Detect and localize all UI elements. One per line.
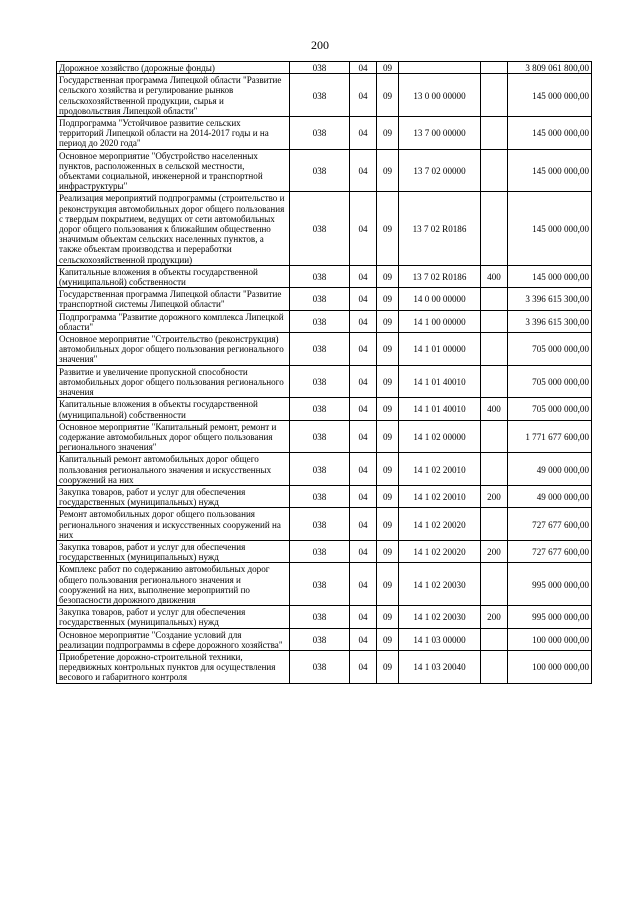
item-name-cell: Подпрограмма "Устойчивое развитие сельских территорий Липецкой области на 2014-2017 годы и на период до 2020 года" — [57, 117, 290, 150]
table-row — [57, 288, 592, 310]
expense-type-cell — [481, 453, 508, 486]
table-row — [57, 310, 592, 332]
table-row — [57, 62, 592, 74]
amount-cell: 100 000 000,00 — [508, 650, 592, 683]
budget-table-body — [57, 62, 592, 684]
table-row — [57, 508, 592, 541]
table-row — [57, 540, 592, 562]
table-row — [57, 365, 592, 398]
subsection-code-cell: 09 — [377, 628, 399, 650]
section-code-cell: 04 — [350, 540, 377, 562]
expense-type-cell — [481, 310, 508, 332]
target-article-cell: 14 0 00 00000 — [399, 288, 481, 310]
section-code-cell: 04 — [350, 288, 377, 310]
section-code-cell: 04 — [350, 628, 377, 650]
grbs-code-cell: 038 — [290, 606, 350, 628]
item-name-cell: Подпрограмма "Развитие дорожного комплекса Липецкой области" — [57, 310, 290, 332]
item-name-cell: Капитальные вложения в объекты государственной (муниципальной) собственности — [57, 265, 290, 287]
expense-type-cell — [481, 628, 508, 650]
table-row — [57, 563, 592, 606]
grbs-code-cell: 038 — [290, 333, 350, 366]
section-code-cell: 04 — [350, 485, 377, 507]
grbs-code-cell: 038 — [290, 540, 350, 562]
target-article-cell: 13 7 00 00000 — [399, 117, 481, 150]
table-row — [57, 485, 592, 507]
subsection-code-cell: 09 — [377, 333, 399, 366]
amount-cell: 49 000 000,00 — [508, 453, 592, 486]
target-article-cell: 14 1 02 20010 — [399, 485, 481, 507]
amount-cell: 995 000 000,00 — [508, 606, 592, 628]
expense-type-cell — [481, 117, 508, 150]
amount-cell: 145 000 000,00 — [508, 265, 592, 287]
subsection-code-cell: 09 — [377, 420, 399, 453]
expense-type-cell: 200 — [481, 485, 508, 507]
grbs-code-cell: 038 — [290, 453, 350, 486]
amount-cell: 705 000 000,00 — [508, 365, 592, 398]
grbs-code-cell: 038 — [290, 508, 350, 541]
target-article-cell: 13 0 00 00000 — [399, 74, 481, 117]
target-article-cell: 14 1 02 20010 — [399, 453, 481, 486]
table-row — [57, 628, 592, 650]
target-article-cell: 14 1 02 20020 — [399, 540, 481, 562]
expense-type-cell — [481, 62, 508, 74]
target-article-cell: 14 1 02 20030 — [399, 563, 481, 606]
expense-type-cell: 200 — [481, 540, 508, 562]
subsection-code-cell: 09 — [377, 62, 399, 74]
subsection-code-cell: 09 — [377, 540, 399, 562]
grbs-code-cell: 038 — [290, 563, 350, 606]
amount-cell: 145 000 000,00 — [508, 117, 592, 150]
amount-cell: 995 000 000,00 — [508, 563, 592, 606]
amount-cell: 3 396 615 300,00 — [508, 310, 592, 332]
expense-type-cell — [481, 74, 508, 117]
section-code-cell: 04 — [350, 265, 377, 287]
section-code-cell: 04 — [350, 310, 377, 332]
section-code-cell: 04 — [350, 650, 377, 683]
grbs-code-cell: 038 — [290, 74, 350, 117]
target-article-cell: 14 1 01 00000 — [399, 333, 481, 366]
subsection-code-cell: 09 — [377, 117, 399, 150]
table-row — [57, 333, 592, 366]
item-name-cell: Закупка товаров, работ и услуг для обеспечения государственных (муниципальных) нужд — [57, 485, 290, 507]
subsection-code-cell: 09 — [377, 650, 399, 683]
grbs-code-cell: 038 — [290, 628, 350, 650]
subsection-code-cell: 09 — [377, 563, 399, 606]
amount-cell: 3 396 615 300,00 — [508, 288, 592, 310]
table-row — [57, 192, 592, 265]
table-row — [57, 74, 592, 117]
item-name-cell: Государственная программа Липецкой области "Развитие сельского хозяйства и регулирование рынков сельскохозяйственной продукции, сырья и продовольствия Липецкой области" — [57, 74, 290, 117]
table-row — [57, 650, 592, 683]
target-article-cell: 14 1 01 40010 — [399, 365, 481, 398]
subsection-code-cell: 09 — [377, 149, 399, 192]
item-name-cell: Ремонт автомобильных дорог общего пользования регионального значения и искусственных сооружений на них — [57, 508, 290, 541]
target-article-cell: 14 1 02 20030 — [399, 606, 481, 628]
grbs-code-cell: 038 — [290, 420, 350, 453]
section-code-cell: 04 — [350, 149, 377, 192]
item-name-cell: Закупка товаров, работ и услуг для обеспечения государственных (муниципальных) нужд — [57, 606, 290, 628]
grbs-code-cell: 038 — [290, 192, 350, 265]
amount-cell: 3 809 061 800,00 — [508, 62, 592, 74]
amount-cell: 145 000 000,00 — [508, 149, 592, 192]
expense-type-cell — [481, 650, 508, 683]
section-code-cell: 04 — [350, 117, 377, 150]
table-row — [57, 117, 592, 150]
section-code-cell: 04 — [350, 398, 377, 420]
subsection-code-cell: 09 — [377, 398, 399, 420]
target-article-cell: 14 1 01 40010 — [399, 398, 481, 420]
expense-type-cell — [481, 508, 508, 541]
item-name-cell: Основное мероприятие "Обустройство населенных пунктов, расположенных в сельской местности, объектами социальной, инженерной и транспортной инфраструктуры" — [57, 149, 290, 192]
grbs-code-cell: 038 — [290, 149, 350, 192]
amount-cell: 49 000 000,00 — [508, 485, 592, 507]
subsection-code-cell: 09 — [377, 310, 399, 332]
subsection-code-cell: 09 — [377, 192, 399, 265]
amount-cell: 727 677 600,00 — [508, 508, 592, 541]
item-name-cell: Основное мероприятие "Строительство (реконструкция) автомобильных дорог общего пользования регионального значения" — [57, 333, 290, 366]
section-code-cell: 04 — [350, 74, 377, 117]
expense-type-cell: 400 — [481, 265, 508, 287]
expense-type-cell — [481, 563, 508, 606]
amount-cell: 145 000 000,00 — [508, 74, 592, 117]
target-article-cell: 14 1 03 20040 — [399, 650, 481, 683]
target-article-cell: 14 1 00 00000 — [399, 310, 481, 332]
amount-cell: 727 677 600,00 — [508, 540, 592, 562]
table-row — [57, 398, 592, 420]
target-article-cell: 14 1 02 00000 — [399, 420, 481, 453]
amount-cell: 145 000 000,00 — [508, 192, 592, 265]
target-article-cell: 13 7 02 R0186 — [399, 265, 481, 287]
target-article-cell: 14 1 03 00000 — [399, 628, 481, 650]
amount-cell: 100 000 000,00 — [508, 628, 592, 650]
item-name-cell: Основное мероприятие "Капитальный ремонт, ремонт и содержание автомобильных дорог общего пользования регионального значения" — [57, 420, 290, 453]
item-name-cell: Государственная программа Липецкой области "Развитие транспортной системы Липецкой области" — [57, 288, 290, 310]
table-row — [57, 149, 592, 192]
table-row — [57, 420, 592, 453]
expense-type-cell — [481, 365, 508, 398]
subsection-code-cell: 09 — [377, 508, 399, 541]
page-number: 200 — [311, 38, 329, 52]
target-article-cell: 14 1 02 20020 — [399, 508, 481, 541]
expense-type-cell — [481, 333, 508, 366]
expense-type-cell: 400 — [481, 398, 508, 420]
section-code-cell: 04 — [350, 62, 377, 74]
item-name-cell: Капитальные вложения в объекты государственной (муниципальной) собственности — [57, 398, 290, 420]
amount-cell: 1 771 677 600,00 — [508, 420, 592, 453]
expense-type-cell — [481, 420, 508, 453]
item-name-cell: Основное мероприятие "Создание условий для реализации подпрограммы в сфере дорожного хозяйства" — [57, 628, 290, 650]
section-code-cell: 04 — [350, 365, 377, 398]
section-code-cell: 04 — [350, 192, 377, 265]
expense-type-cell — [481, 149, 508, 192]
grbs-code-cell: 038 — [290, 650, 350, 683]
subsection-code-cell: 09 — [377, 74, 399, 117]
item-name-cell: Дорожное хозяйство (дорожные фонды) — [57, 62, 290, 74]
expense-type-cell — [481, 288, 508, 310]
target-article-cell: 13 7 02 R0186 — [399, 192, 481, 265]
subsection-code-cell: 09 — [377, 365, 399, 398]
subsection-code-cell: 09 — [377, 606, 399, 628]
grbs-code-cell: 038 — [290, 288, 350, 310]
amount-cell: 705 000 000,00 — [508, 398, 592, 420]
section-code-cell: 04 — [350, 333, 377, 366]
section-code-cell: 04 — [350, 453, 377, 486]
item-name-cell: Закупка товаров, работ и услуг для обеспечения государственных (муниципальных) нужд — [57, 540, 290, 562]
table-row — [57, 453, 592, 486]
grbs-code-cell: 038 — [290, 62, 350, 74]
item-name-cell: Приобретение дорожно-строительной техники, передвижных контрольных пунктов для осуществления весового и габаритного контроля — [57, 650, 290, 683]
target-article-cell — [399, 62, 481, 74]
budget-table — [56, 61, 592, 684]
expense-type-cell — [481, 192, 508, 265]
table-row — [57, 606, 592, 628]
item-name-cell: Капитальный ремонт автомобильных дорог общего пользования регионального значения и искусственных сооружений на них — [57, 453, 290, 486]
item-name-cell: Реализация мероприятий подпрограммы (строительство и реконструкция автомобильных дорог общего пользования с твердым покрытием, ведущих от сети автомобильных дорог общего пользования к ближайшим общественно значимым объектам сельских населенных пунктов, а также объектам производства и переработки сельскохозяйственной продукции) — [57, 192, 290, 265]
grbs-code-cell: 038 — [290, 365, 350, 398]
subsection-code-cell: 09 — [377, 288, 399, 310]
section-code-cell: 04 — [350, 420, 377, 453]
table-row — [57, 265, 592, 287]
subsection-code-cell: 09 — [377, 265, 399, 287]
grbs-code-cell: 038 — [290, 398, 350, 420]
section-code-cell: 04 — [350, 508, 377, 541]
target-article-cell: 13 7 02 00000 — [399, 149, 481, 192]
grbs-code-cell: 038 — [290, 265, 350, 287]
subsection-code-cell: 09 — [377, 485, 399, 507]
grbs-code-cell: 038 — [290, 310, 350, 332]
section-code-cell: 04 — [350, 606, 377, 628]
section-code-cell: 04 — [350, 563, 377, 606]
amount-cell: 705 000 000,00 — [508, 333, 592, 366]
grbs-code-cell: 038 — [290, 117, 350, 150]
expense-type-cell: 200 — [481, 606, 508, 628]
item-name-cell: Развитие и увеличение пропускной способности автомобильных дорог общего пользования регионального значения — [57, 365, 290, 398]
grbs-code-cell: 038 — [290, 485, 350, 507]
subsection-code-cell: 09 — [377, 453, 399, 486]
item-name-cell: Комплекс работ по содержанию автомобильных дорог общего пользования регионального значения и сооружений на них, выполнение мероприятий по безопасности дорожного движения — [57, 563, 290, 606]
